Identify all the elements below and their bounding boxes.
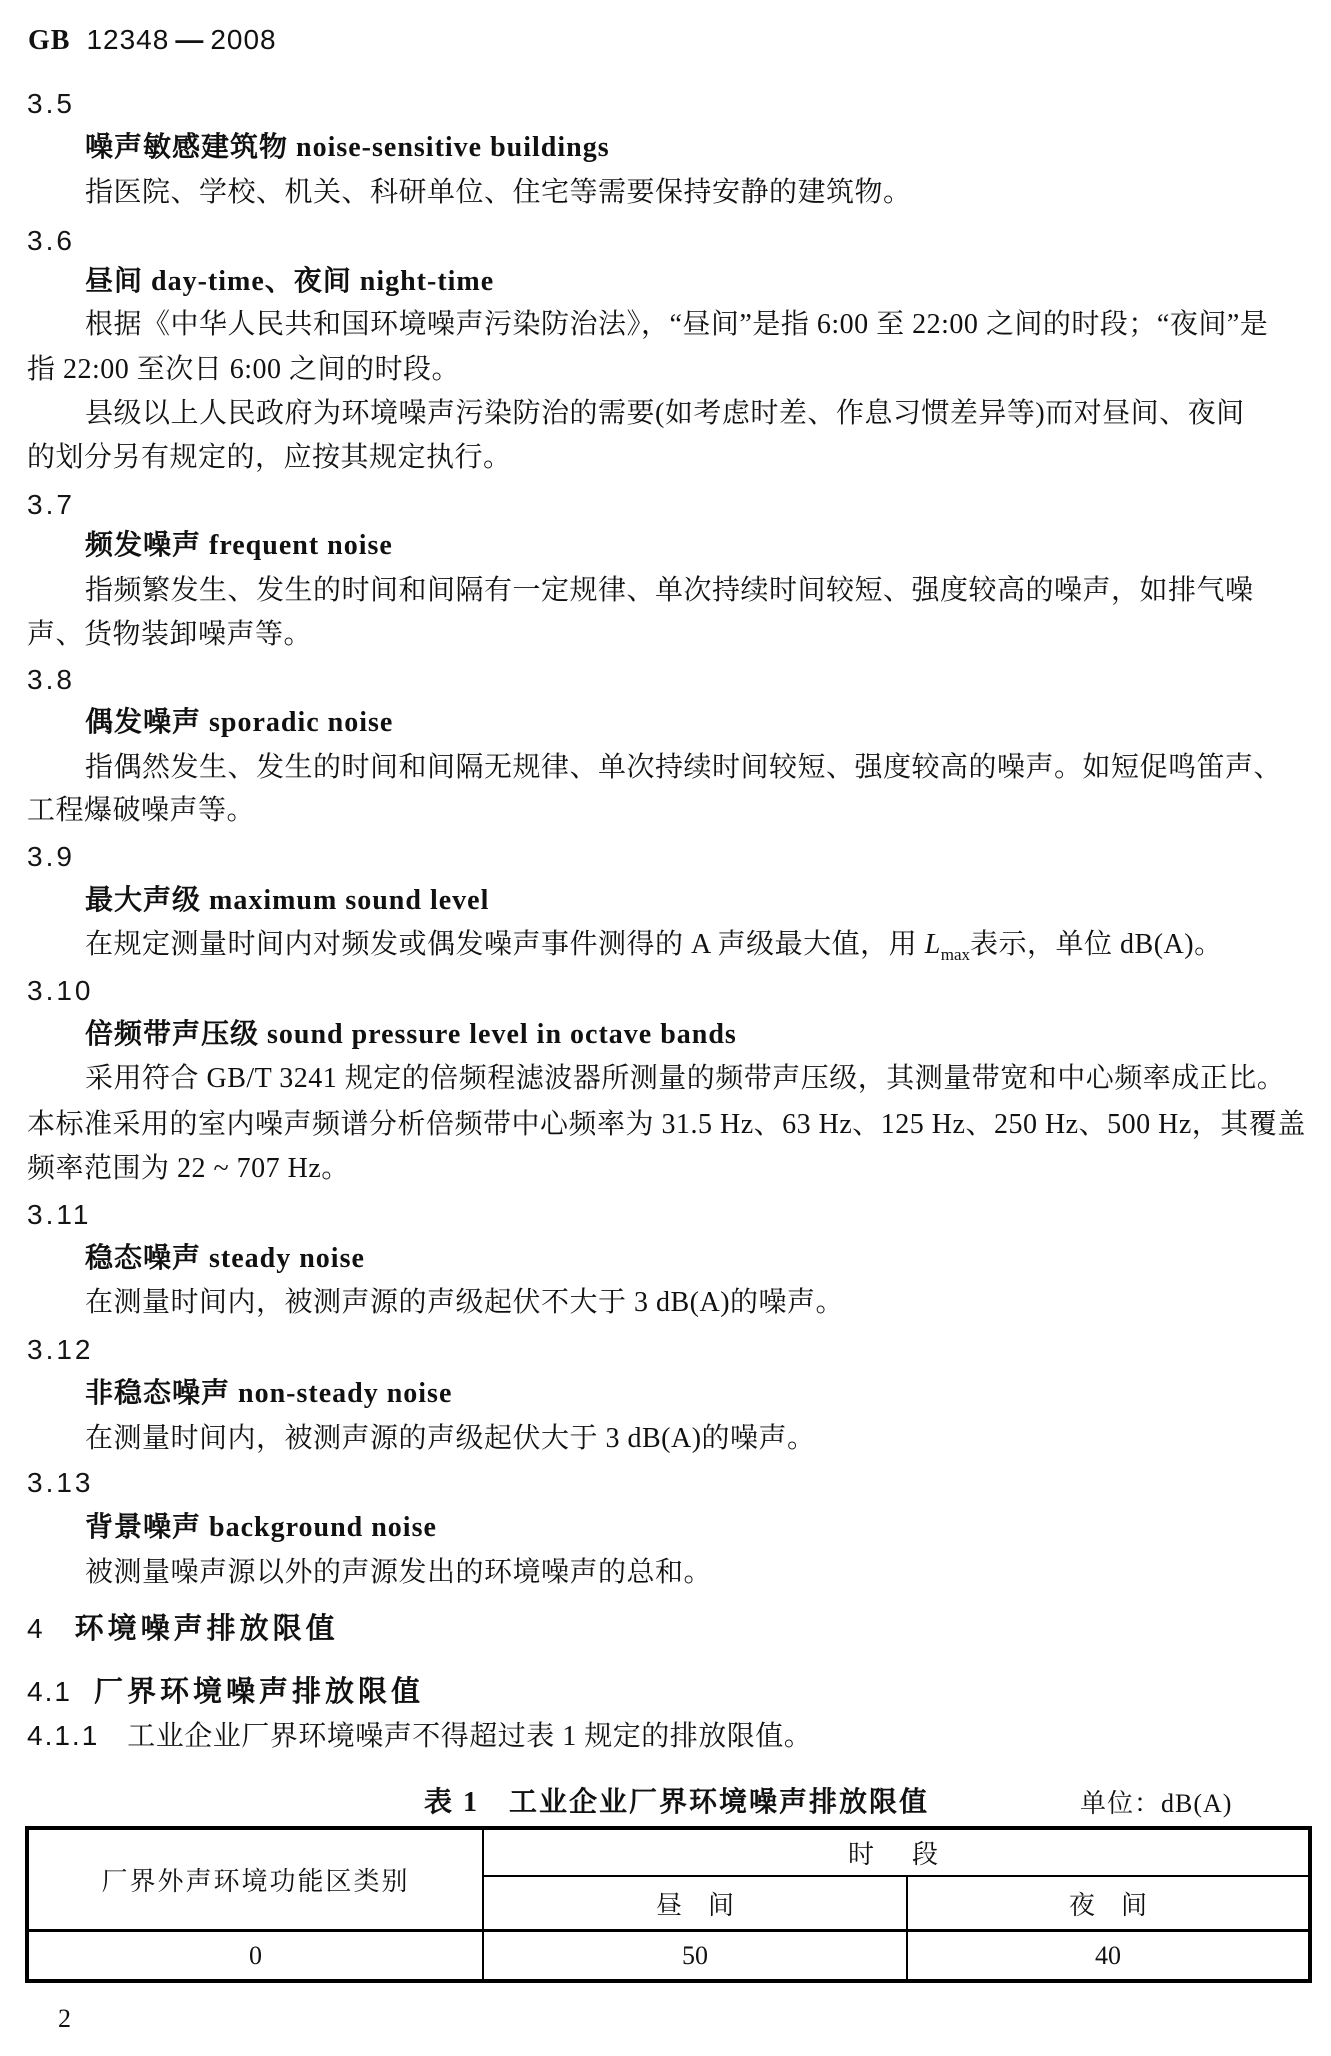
clause-3-7-body-line-1: 指频繁发生、发生的时间和间隔有一定规律、单次持续时间较短、强度较高的噪声，如排气噪: [85, 575, 1254, 606]
table-1-caption: 表 1 工业企业厂界环境噪声排放限值: [424, 1787, 930, 1818]
table-1-unit-label: 单位：dB(A): [1080, 1789, 1233, 1818]
clause-4-1-1-text: 工业企业厂界环境噪声不得超过表 1 规定的排放限值。: [127, 1721, 813, 1752]
clause-3-10-body-line-2: 本标准采用的室内噪声频谱分析倍频带中心频率为 31.5 Hz、63 Hz、125 Hz、250 Hz、500 Hz，其覆盖: [27, 1109, 1306, 1140]
clause-3-10-term: 倍频带声压级 sound pressure level in octave bands: [85, 1019, 737, 1050]
clause-3-8-body-line-1: 指偶然发生、发生的时间和间隔无规律、单次持续时间较短、强度较高的噪声。如短促鸣笛声、: [85, 752, 1283, 783]
clause-3-7-number: 3.7: [27, 489, 75, 520]
table-col-header-night: 夜 间: [907, 1876, 1310, 1931]
clause-3-13-term: 背景噪声 background noise: [85, 1512, 437, 1543]
clause-3-7-term: 频发噪声 frequent noise: [85, 530, 393, 561]
clause-3-10-body-line-3: 频率范围为 22 ~ 707 Hz。: [27, 1153, 350, 1184]
clause-3-12-term: 非稳态噪声 non-steady noise: [85, 1378, 453, 1409]
standard-code: GB: [28, 25, 71, 56]
clause-3-6-body-line-3: 县级以上人民政府为环境噪声污染防治的需要(如考虑时差、作息习惯差异等)而对昼间、夜间: [85, 398, 1245, 429]
lmax-pre: 在规定测量时间内对频发或偶发噪声事件测得的 A 声级最大值，用: [85, 929, 925, 960]
section-4-1-number: 4.1: [27, 1676, 72, 1707]
clause-3-8-number: 3.8: [27, 664, 75, 695]
chapter-4-title: 环境噪声排放限值: [74, 1613, 339, 1645]
clause-3-11-number: 3.11: [27, 1199, 92, 1230]
standard-number: 12348: [86, 24, 170, 55]
clause-3-11-body-line-1: 在测量时间内，被测声源的声级起伏不大于 3 dB(A)的噪声。: [85, 1287, 845, 1318]
table-corner-header: 厂界外声环境功能区类别: [27, 1828, 483, 1931]
clause-4-1-1-number: 4.1.1: [27, 1720, 100, 1751]
clause-3-9-body-line-1: [85, 929, 1223, 964]
table-cell-category: 0: [27, 1931, 483, 1982]
clause-3-5-body-line-1: 指医院、学校、机关、科研单位、住宅等需要保持安静的建筑物。: [85, 177, 912, 208]
table-1: [25, 1826, 1312, 1983]
table-cell-night-limit: 40: [907, 1931, 1310, 1982]
chapter-4-number: 4: [27, 1613, 45, 1644]
clause-3-5-term: 噪声敏感建筑物 noise-sensitive buildings: [85, 132, 610, 163]
lmax-subscript: max: [940, 945, 971, 964]
lmax-post: 表示，单位 dB(A)。: [970, 929, 1223, 960]
clause-3-5-number: 3.5: [27, 88, 75, 119]
clause-3-8-term: 偶发噪声 sporadic noise: [85, 707, 394, 738]
clause-3-6-body-line-2: 指 22:00 至次日 6:00 之间的时段。: [27, 354, 461, 385]
clause-3-13-number: 3.13: [27, 1467, 94, 1498]
lmax-symbol: L: [924, 929, 941, 960]
clause-3-11-term: 稳态噪声 steady noise: [85, 1243, 365, 1274]
clause-3-9-number: 3.9: [27, 841, 75, 872]
clause-3-12-body-line-1: 在测量时间内，被测声源的声级起伏大于 3 dB(A)的噪声。: [85, 1423, 816, 1454]
page-number: 2: [58, 2004, 71, 2033]
clause-3-10-body-line-1: 采用符合 GB/T 3241 规定的倍频程滤波器所测量的频带声压级，其测量带宽和中心频率成正比。: [85, 1063, 1286, 1094]
section-4-1-heading: [27, 1678, 424, 1707]
clause-3-6-number: 3.6: [27, 225, 75, 256]
clause-3-6-body-line-4: 的划分另有规定的，应按其规定执行。: [27, 442, 512, 473]
standard-year: 2008: [210, 24, 277, 55]
clause-3-6-term: 昼间 day-time、夜间 night-time: [85, 266, 495, 297]
clause-3-9-term: 最大声级 maximum sound level: [85, 885, 490, 916]
clause-3-6-body-line-1: 根据《中华人民共和国环境噪声污染防治法》，“昼间”是指 6:00 至 22:00 之间的时段；“夜间”是: [85, 309, 1269, 340]
table-col-header-day: 昼 间: [483, 1876, 907, 1931]
clause-4-1-1: [27, 1722, 812, 1751]
table-row: [27, 1931, 1310, 1982]
table-cell-day-limit: 50: [483, 1931, 907, 1982]
clause-3-7-body-line-2: 声、货物装卸噪声等。: [27, 619, 313, 650]
standard-number-header: [28, 26, 277, 55]
chapter-4-heading: [27, 1615, 339, 1644]
section-4-1-title: 厂界环境噪声排放限值: [93, 1676, 424, 1708]
dash: —: [175, 24, 205, 55]
clause-3-8-body-line-2: 工程爆破噪声等。: [27, 795, 256, 826]
table-period-header: 时 段: [483, 1828, 1310, 1876]
clause-3-10-number: 3.10: [27, 975, 94, 1006]
clause-3-12-number: 3.12: [27, 1334, 94, 1365]
clause-3-13-body-line-1: 被测量噪声源以外的声源发出的环境噪声的总和。: [85, 1557, 713, 1588]
